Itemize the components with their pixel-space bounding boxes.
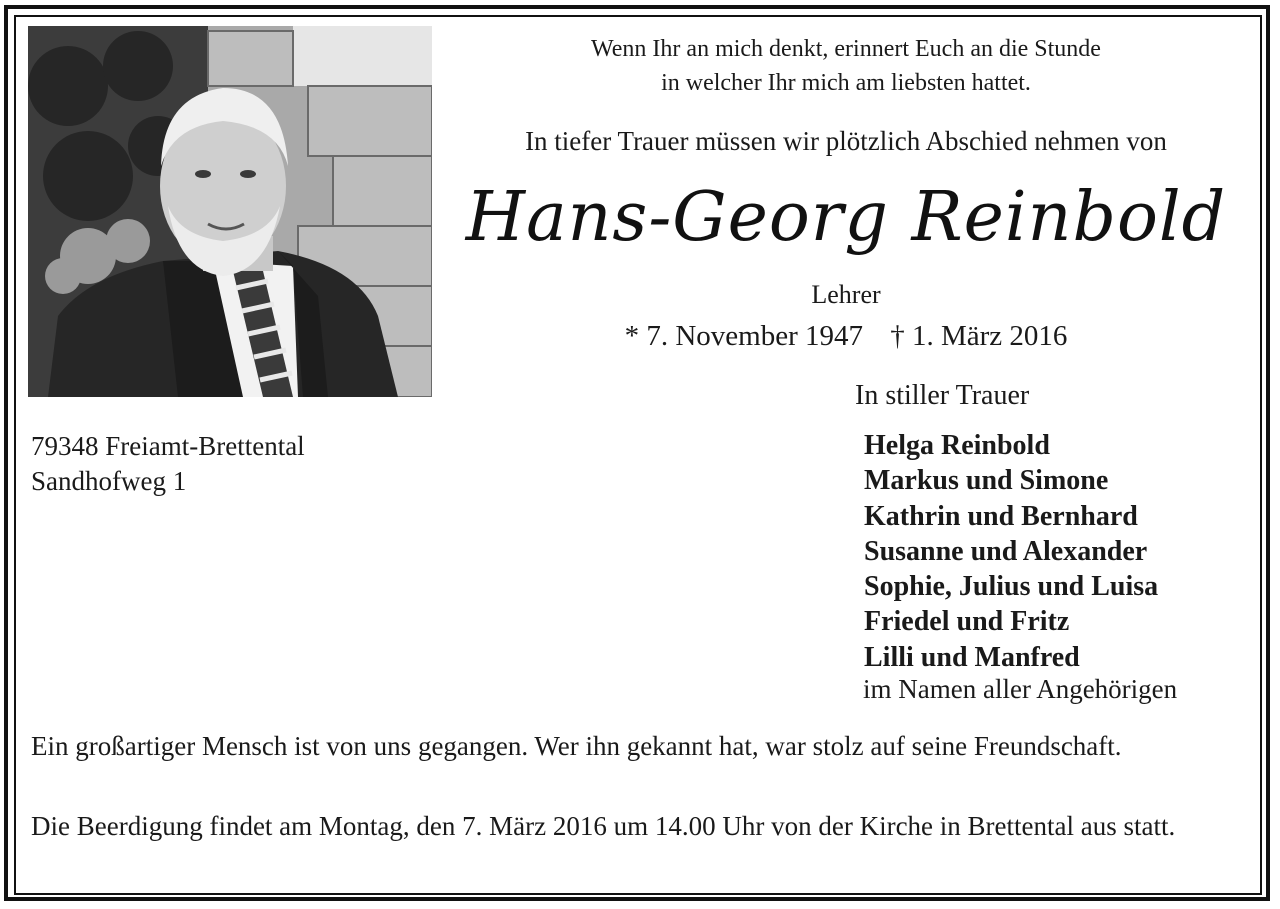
family-member: Friedel und Fritz <box>864 606 1070 638</box>
address-line-2: Sandhofweg 1 <box>31 466 187 496</box>
memorial-quote <box>460 32 1232 100</box>
quote-line-2: in welcher Ihr mich am liebsten hattet. <box>661 70 1031 96</box>
family-member: Lilli und Manfred <box>864 641 1080 673</box>
deceased-name: Hans-Georg Reinbold <box>465 178 1227 257</box>
family-list <box>864 428 1158 675</box>
family-member: Markus und Simone <box>864 465 1109 497</box>
mourning-label: In stiller Trauer <box>855 380 1030 411</box>
death-date: † 1. März 2016 <box>890 320 1068 352</box>
family-member: Susanne und Alexander <box>864 535 1148 567</box>
address-block <box>31 429 305 499</box>
address-line-1: 79348 Freiamt-Brettental <box>31 431 305 461</box>
portrait-photo <box>28 26 432 397</box>
life-dates <box>440 320 1252 353</box>
intro-text: In tiefer Trauer müssen wir plötzlich Abschied nehmen von <box>525 126 1167 156</box>
family-member: Helga Reinbold <box>864 430 1050 461</box>
family-member: Sophie, Julius und Luisa <box>864 571 1159 603</box>
funeral-notice: Die Beerdigung findet am Montag, den 7. März 2016 um 14.00 Uhr von der Kirche in Brettental aus statt. <box>31 811 1176 841</box>
quote-line-1: Wenn Ihr an mich denkt, erinnert Euch an die Stunde <box>591 36 1101 62</box>
tribute-text: Ein großartiger Mensch ist von uns gegangen. Wer ihn gekannt hat, war stolz auf seine Freundschaft. <box>31 731 1122 761</box>
family-closing: im Namen aller Angehörigen <box>863 674 1178 704</box>
birth-date: * 7. November 1947 <box>624 320 863 352</box>
deceased-profession: Lehrer <box>811 280 881 309</box>
family-member: Kathrin und Bernhard <box>864 500 1138 532</box>
